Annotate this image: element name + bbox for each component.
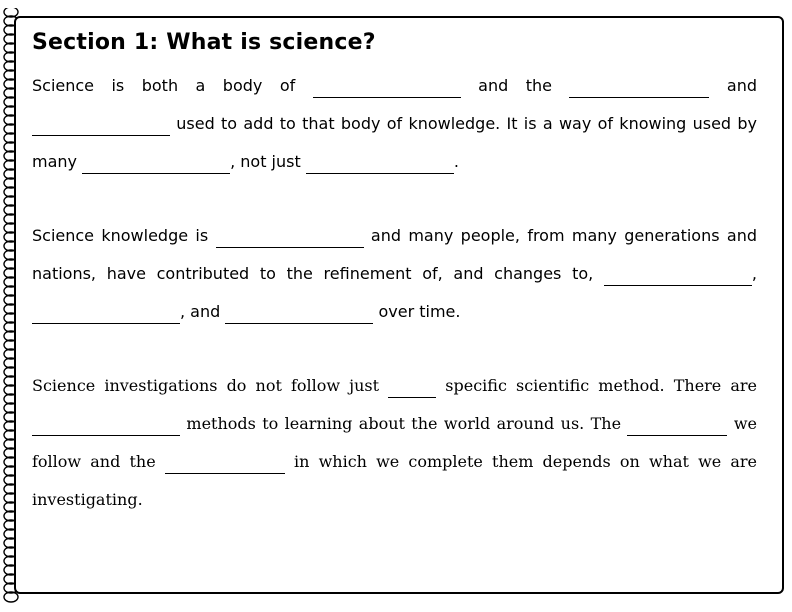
blank-p1-4[interactable] [82,151,230,174]
blank-p2-1[interactable] [216,225,364,248]
blank-p3-1[interactable] [388,375,436,398]
text: the [525,76,552,95]
blank-p3-4[interactable] [165,451,285,474]
text: body [222,76,263,95]
text: Science [32,76,95,95]
text: , [751,264,757,283]
p2-line-1 [32,217,757,255]
text: we [733,414,758,433]
blank-p3-3[interactable] [627,413,727,436]
text: specific scientific method. There are [445,376,758,395]
blank-p2-2[interactable] [604,263,752,286]
blank-p3-2[interactable] [32,413,180,436]
paragraph-3 [32,367,757,519]
p2-line-2 [32,255,757,293]
p3-line-3 [32,443,757,481]
text: is [111,76,125,95]
blank-p2-4[interactable] [225,301,373,324]
blank-p1-3[interactable] [32,113,170,136]
text: investigating. [32,490,143,509]
text: of [279,76,296,95]
blank-p2-3[interactable] [32,301,180,324]
text: Science investigations do not follow just [32,376,380,395]
text: , not just [230,152,301,171]
text: both [141,76,179,95]
p1-line-3 [32,143,757,181]
paragraph-2 [32,217,757,331]
text: nations, have contributed to the refinement of, and changes to, [32,264,594,283]
p3-line-4 [32,481,757,519]
p3-line-1 [32,367,757,405]
text: Science knowledge is [32,226,209,245]
text: and many people, from many generations and [370,226,758,245]
text: used to add to that body of knowledge. It is a way of knowing used by [176,114,757,133]
text: methods to learning about the world around us. The [186,414,622,433]
blank-p1-2[interactable] [569,75,709,98]
p2-line-3 [32,293,757,331]
text: a [195,76,206,95]
text: and [478,76,509,95]
text: over time. [378,302,461,321]
p3-line-2 [32,405,757,443]
blank-p1-1[interactable] [313,75,461,98]
text: , and [180,302,221,321]
text: follow and the [32,452,156,471]
section-title: Section 1: What is science? [32,30,376,55]
worksheet-content [32,30,757,555]
p1-line-2 [32,105,757,143]
text: many [32,152,77,171]
text: in which we complete them depends on what we are [294,452,758,471]
blank-p1-5[interactable] [306,151,454,174]
text: and [726,76,757,95]
text: . [453,152,459,171]
p1-line-1 [32,67,757,105]
paragraph-1 [32,67,757,181]
